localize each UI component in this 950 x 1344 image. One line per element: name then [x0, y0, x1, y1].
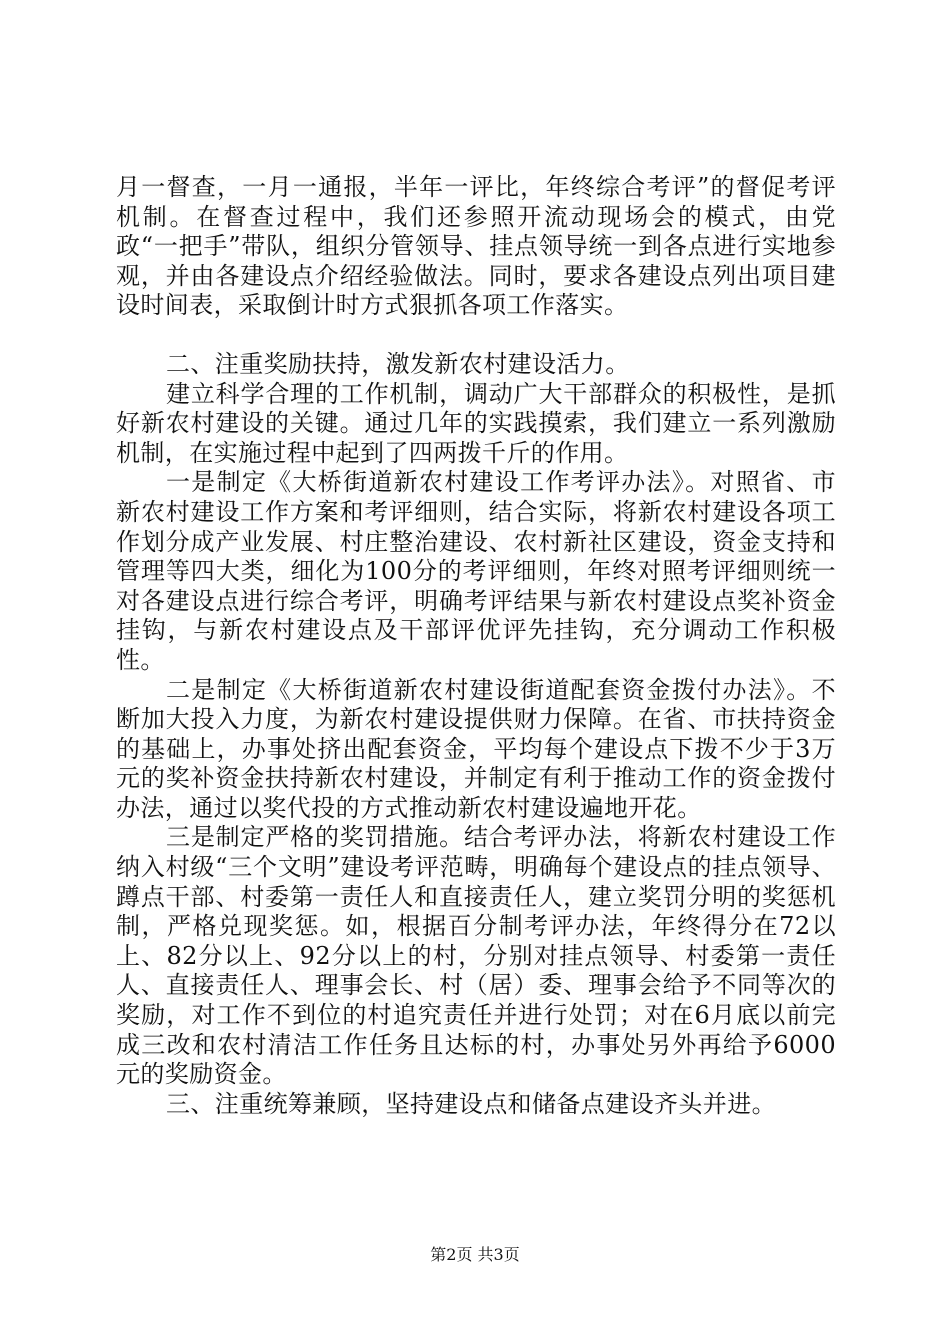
section-heading-2: 二、注重奖励扶持，激发新农村建设活力。: [166, 349, 630, 378]
paragraph-incentive-intro: 建立科学合理的工作机制，调动广大干部群众的积极性，是抓好新农村建设的关键。通过几年的实践摸索，我们建立一系列激励机制，在实施过程中起到了四两拨千斤的作用。: [116, 379, 836, 467]
paragraph-supervision-mechanism: 月一督查，一月一通报，半年一评比，年终综合考评”的督促考评机制。在督查过程中，我们还参照开流动现场会的模式，由党政“一把手”带队，组织分管领导、挂点领导统一到各点进行实地参观，并由各建设点介绍经验做法。同时，要求各建设点列出项目建设时间表，采取倒计时方式狠抓各项工作落实。: [116, 173, 836, 320]
paragraph-funding-method: 二是制定《大桥街道新农村建设街道配套资金拨付办法》。不断加大投入力度，为新农村建设提供财力保障。在省、市扶持资金的基础上，办事处挤出配套资金，平均每个建设点下拨不少于3万元的奖补资金扶持新农村建设，并制定有利于推动工作的资金拨付办法，通过以奖代投的方式推动新农村建设遍地开花。: [116, 675, 836, 822]
paragraph-reward-penalty: 三是制定严格的奖罚措施。结合考评办法，将新农村建设工作纳入村级“三个文明”建设考评范畴，明确每个建设点的挂点领导、蹲点干部、村委第一责任人和直接责任人，建立奖罚分明的奖惩机制，严格兑现奖惩。如，根据百分制考评办法，年终得分在72以上、82分以上、92分以上的村，分别对挂点领导、村委第一责任人、直接责任人、理事会长、村（居）委、理事会给予不同等次的奖励，对工作不到位的村追究责任并进行处罚；对在6月底以前完成三改和农村清洁工作任务且达标的村，办事处另外再给予6000元的奖励资金。: [116, 823, 836, 1089]
paragraph-evaluation-method: 一是制定《大桥街道新农村建设工作考评办法》。对照省、市新农村建设工作方案和考评细则，结合实际，将新农村建设各项工作划分成产业发展、村庄整治建设、农村新社区建设，资金支持和管理等四大类，细化为100分的考评细则，年终对照考评细则统一对各建设点进行综合考评，明确考评结果与新农村建设点奖补资金挂钩，与新农村建设点及干部评优评先挂钩，充分调动工作积极性。: [116, 468, 836, 674]
page-footer: 第2页 共3页: [430, 1245, 520, 1264]
section-heading-3: 三、注重统筹兼顾，坚持建设点和储备点建设齐头并进。: [166, 1089, 776, 1118]
document-body: [116, 173, 836, 1119]
